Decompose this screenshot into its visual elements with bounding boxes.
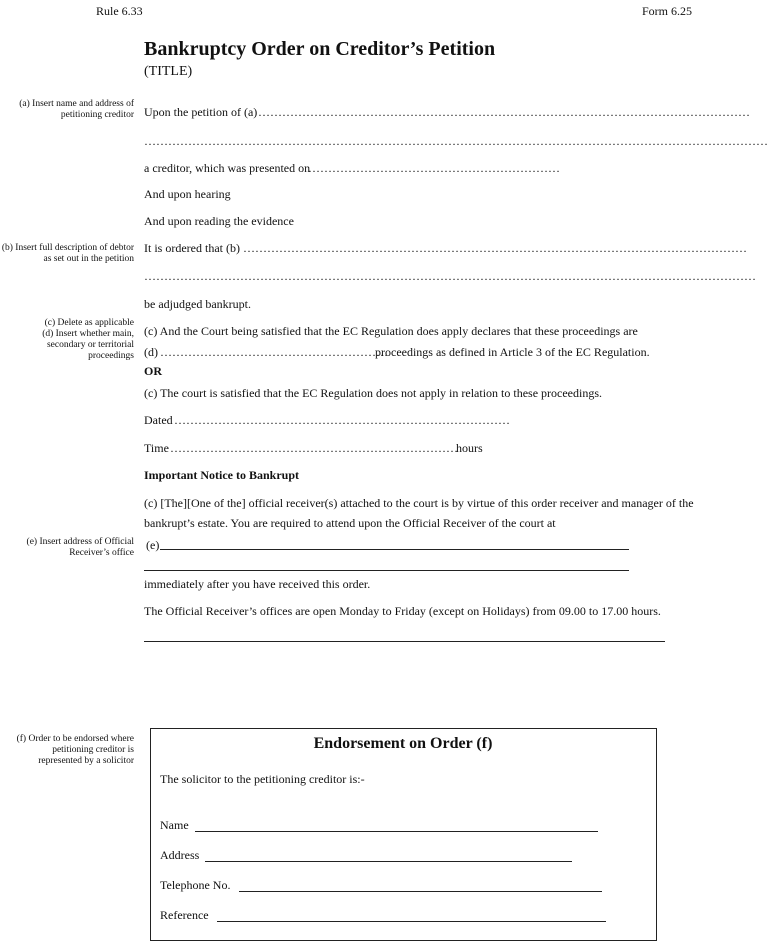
solicitor-name-line xyxy=(195,831,598,832)
adjudged-bankrupt-text: be adjudged bankrupt. xyxy=(144,297,251,311)
solicitor-name-label: Name xyxy=(160,818,189,832)
upon-reading-label: And upon reading the evidence xyxy=(144,214,294,228)
page-title: Bankruptcy Order on Creditor’s Petition xyxy=(144,38,496,60)
solicitor-telephone-line xyxy=(239,891,602,892)
debtor-dotted-field: ……………………………………………………………………………………………………………… xyxy=(243,241,747,255)
upon-hearing-label: And upon hearing xyxy=(144,187,231,201)
solicitor-telephone-label: Telephone No. xyxy=(160,878,231,892)
page-subtitle: (TITLE) xyxy=(144,64,193,79)
rule-number: Rule 6.33 xyxy=(96,4,143,18)
it-is-ordered-label: It is ordered that (b) xyxy=(144,241,240,255)
margin-note-e: (e) Insert address of Official Receiver’s office xyxy=(26,537,134,558)
solicitor-reference-line xyxy=(217,921,606,922)
ec-applies-text: (c) And the Court being satisfied that the EC Regulation does apply declares that these proceedings are xyxy=(144,324,638,338)
dated-dotted-field: ………………………………………………………………………… xyxy=(174,413,510,427)
debtor-dotted-field-2: ……………………………………………………………………………………………………………………………………… xyxy=(144,269,756,283)
offices-open-text: The Official Receiver’s offices are open Monday to Friday (except on Holidays) from 09.00 to 17.00 hours. xyxy=(144,604,661,618)
petitioner-dotted-field: …………………………………………………………………………………………………………… xyxy=(258,105,750,119)
d-prefix: (d) xyxy=(144,345,158,359)
endorsement-intro: The solicitor to the petitioning creditor is:- xyxy=(160,772,365,786)
proceedings-type-dotted-field: ………………………………………………… xyxy=(160,345,388,359)
bottom-rule xyxy=(144,641,665,642)
margin-note-f: (f) Order to be endorsed where petitioning creditor is represented by a solicitor xyxy=(16,734,134,766)
official-receiver-address-line-1 xyxy=(160,549,629,550)
margin-note-c: (c) Delete as applicable xyxy=(44,318,134,328)
petitioner-dotted-field-2: ………………………………………………………………………………………………………………………………………… xyxy=(144,134,768,148)
official-receiver-address-line-2 xyxy=(144,570,629,571)
time-dotted-field: ……………………………………………………………… xyxy=(170,441,458,455)
time-label: Time xyxy=(144,441,169,455)
endorsement-box xyxy=(150,728,657,941)
solicitor-address-label: Address xyxy=(160,848,200,862)
solicitor-address-line xyxy=(205,861,572,862)
or-separator: OR xyxy=(144,364,162,378)
endorsement-heading: Endorsement on Order (f) xyxy=(313,735,493,752)
margin-note-d: (d) Insert whether main, secondary or territorial proceedings xyxy=(42,329,134,361)
notice-line-2: bankrupt’s estate. You are required to attend upon the Official Receiver of the court at xyxy=(144,516,556,530)
ec-not-apply-text: (c) The court is satisfied that the EC Regulation does not apply in relation to these proceedings. xyxy=(144,386,602,400)
e-prefix: (e) xyxy=(146,538,160,552)
form-number: Form 6.25 xyxy=(642,4,693,18)
solicitor-reference-label: Reference xyxy=(160,908,209,922)
proceedings-defined-text: proceedings as defined in Article 3 of the EC Regulation. xyxy=(375,345,650,359)
immediately-text: immediately after you have received this order. xyxy=(144,577,371,591)
dated-label: Dated xyxy=(144,413,173,427)
notice-line-1: (c) [The][One of the] official receiver(s) attached to the court is by virtue of this order receiver and manager of the xyxy=(144,496,694,510)
presented-date-dotted-field: ……………………………………………………… xyxy=(308,161,560,175)
hours-label: hours xyxy=(456,441,483,455)
upon-petition-label: Upon the petition of (a) xyxy=(144,105,258,119)
margin-note-b: (b) Insert full description of debtor as set out in the petition xyxy=(1,243,134,264)
creditor-presented-label: a creditor, which was presented on xyxy=(144,161,311,175)
notice-heading: Important Notice to Bankrupt xyxy=(144,468,299,482)
margin-note-a: (a) Insert name and address of petitioning creditor xyxy=(19,99,134,120)
